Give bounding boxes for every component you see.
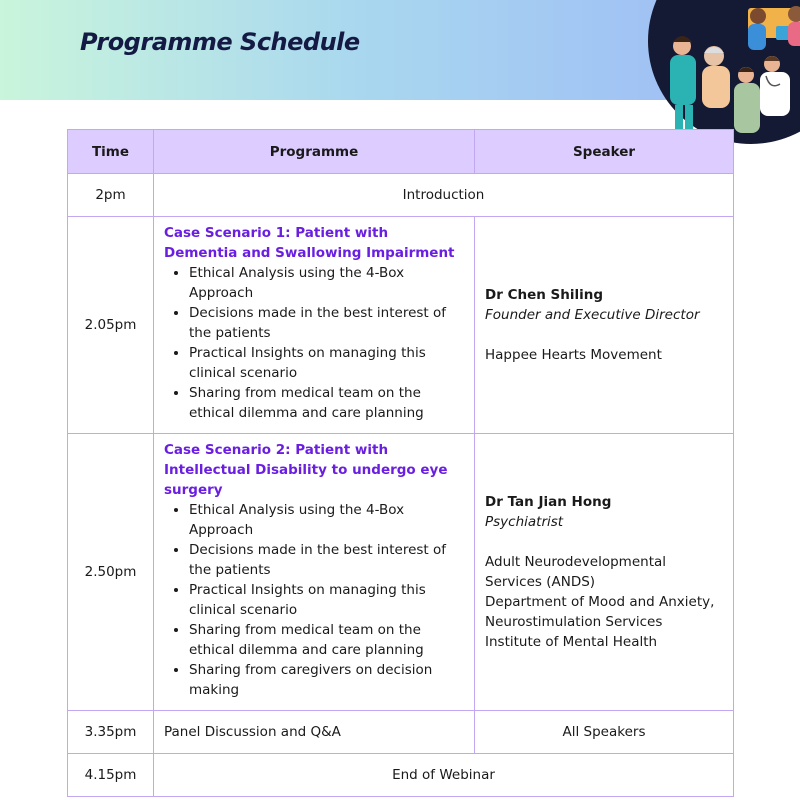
speaker-organisation: Institute of Mental Health xyxy=(485,634,658,650)
table-row xyxy=(68,217,734,434)
speaker-name: Dr Tan Jian Hong xyxy=(485,494,612,510)
speaker-organisation: Adult Neurodevelopmental Services (ANDS) xyxy=(485,554,667,590)
programme-cell: End of Webinar xyxy=(154,754,734,797)
table-row xyxy=(68,754,734,797)
list-item: • Ethical Analysis using the 4-Box Approach xyxy=(189,263,464,303)
programme-cell: Panel Discussion and Q&A xyxy=(154,711,475,754)
table-row xyxy=(68,711,734,754)
speaker-name: Dr Chen Shiling xyxy=(485,287,604,303)
programme-cell xyxy=(154,434,475,711)
table-row xyxy=(68,174,734,217)
speaker-cell: All Speakers xyxy=(475,711,734,754)
list-item: • Decisions made in the best interest of the patients xyxy=(189,540,464,580)
speaker-organisation: Happee Hearts Movement xyxy=(485,347,662,363)
time-cell: 2.50pm xyxy=(68,434,154,711)
speaker-cell xyxy=(475,217,734,434)
time-cell: 4.15pm xyxy=(68,754,154,797)
time-cell: 2pm xyxy=(68,174,154,217)
programme-cell xyxy=(154,217,475,434)
speaker-cell xyxy=(475,434,734,711)
table-row xyxy=(68,434,734,711)
list-item: • Sharing from medical team on the ethical dilemma and care planning xyxy=(189,620,464,660)
list-item: • Decisions made in the best interest of the patients xyxy=(189,303,464,343)
list-item: • Sharing from medical team on the ethical dilemma and care planning xyxy=(189,383,464,423)
case-scenario-title: Case Scenario 1: Patient with Dementia and Swallowing Impairment xyxy=(164,225,455,261)
time-cell: 3.35pm xyxy=(68,711,154,754)
list-item: • Ethical Analysis using the 4-Box Approach xyxy=(189,500,464,540)
speaker-organisation: Department of Mood and Anxiety, Neurostimulation Services xyxy=(485,594,715,630)
column-header-speaker: Speaker xyxy=(475,130,734,174)
speaker-role: Psychiatrist xyxy=(485,514,564,530)
column-header-time: Time xyxy=(68,130,154,174)
table-header-row xyxy=(68,130,734,174)
column-header-programme: Programme xyxy=(154,130,475,174)
time-cell: 2.05pm xyxy=(68,217,154,434)
list-item: • Sharing from caregivers on decision making xyxy=(189,660,464,700)
healthcare-team-illustration xyxy=(648,0,800,144)
programme-points xyxy=(164,263,464,423)
list-item: • Practical Insights on managing this clinical scenario xyxy=(189,580,464,620)
programme-cell: Introduction xyxy=(154,174,734,217)
case-scenario-title: Case Scenario 2: Patient with Intellectual Disability to undergo eye surgery xyxy=(164,442,448,498)
speaker-role: Founder and Executive Director xyxy=(485,307,700,323)
page-title: Programme Schedule xyxy=(80,28,360,56)
list-item: • Practical Insights on managing this clinical scenario xyxy=(189,343,464,383)
programme-points xyxy=(164,500,464,700)
programme-schedule-table xyxy=(67,129,734,797)
